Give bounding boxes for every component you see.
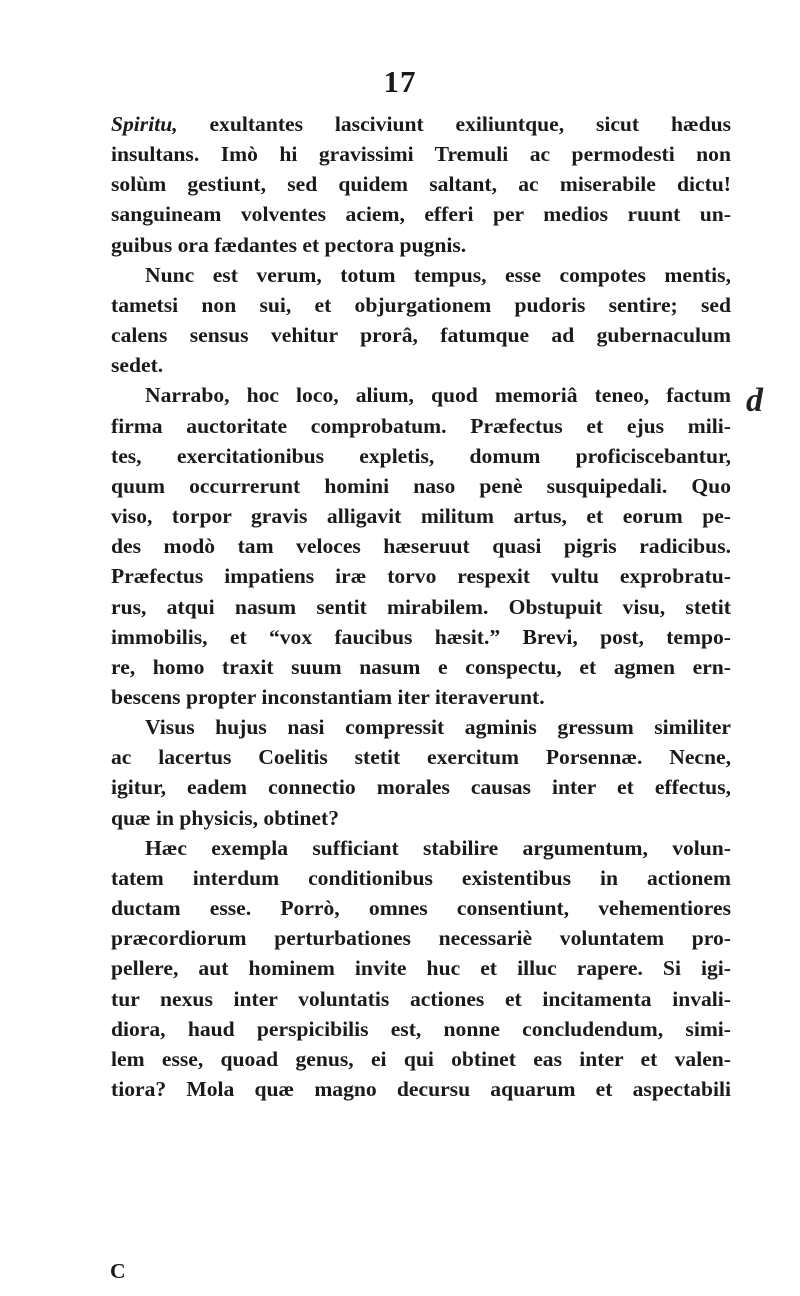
text-line: immobilis, et “vox faucibus hæsit.” Brevi, post, tempo-	[111, 624, 731, 649]
italic-word: Spiritu,	[111, 112, 178, 136]
margin-annotation: d	[746, 382, 763, 419]
text-line: pellere, aut hominem invite huc et illuc rapere. Si igi-	[111, 956, 731, 981]
text-line: re, homo traxit suum nasum e conspectu, et agmen ern-	[111, 654, 731, 679]
text-line: Hæc exempla sufficiant stabilire argumentum, volun-	[145, 835, 731, 860]
text-line: guibus ora fædantes et pectora pugnis.	[111, 232, 467, 257]
page-number: 17	[383, 64, 417, 99]
text-line: firma auctoritate comprobatum. Præfectus et ejus mili-	[111, 413, 731, 438]
text-line: quum occurrerunt homini naso penè susquipedali. Quo	[111, 473, 731, 498]
text-line: Nunc est verum, totum tempus, esse compotes mentis,	[145, 262, 731, 287]
text-line: Præfectus impatiens iræ torvo respexit vultu exprobratu-	[111, 564, 731, 589]
text-line: igitur, eadem connectio morales causas inter et effectus,	[111, 775, 731, 800]
text-line: sedet.	[111, 353, 164, 378]
text-line: tatem interdum conditionibus existentibus in actionem	[111, 865, 731, 890]
text-line: præcordiorum perturbationes necessariè voluntatem pro-	[111, 926, 731, 951]
text-line: sanguineam volventes aciem, efferi per medios ruunt un-	[111, 202, 731, 227]
text-line: ac lacertus Coelitis stetit exercitum Porsennæ. Necne,	[111, 745, 731, 770]
text-line: viso, torpor gravis alligavit militum artus, et eorum pe-	[111, 504, 731, 529]
text-line: quæ in physicis, obtinet?	[111, 805, 339, 830]
text-line: diora, haud perspicibilis est, nonne concludendum, simi-	[111, 1016, 731, 1041]
text-line: insultans. Imò hi gravissimi Tremuli ac permodesti non	[111, 142, 731, 167]
signature-mark: C	[110, 1259, 126, 1283]
text-line: rus, atqui nasum sentit mirabilem. Obstupuit visu, stetit	[111, 594, 731, 619]
text-line: tes, exercitationibus expletis, domum proficiscebantur,	[111, 443, 731, 468]
text-line: Spiritu, exultantes lasciviunt exiliuntque, sicut hædus	[111, 112, 731, 136]
text-line: Narrabo, hoc loco, alium, quod memoriâ teneo, factum	[145, 383, 731, 408]
text-line: Visus hujus nasi compressit agminis gressum similiter	[145, 715, 731, 740]
text-line: lem esse, quoad genus, ei qui obtinet eas inter et valen-	[111, 1046, 731, 1071]
text-line: ductam esse. Porrò, omnes consentiunt, vehementiores	[111, 896, 731, 921]
text-line: calens sensus vehitur prorâ, fatumque ad gubernaculum	[111, 323, 731, 348]
text-line: bescens propter inconstantiam iter iteraverunt.	[111, 684, 545, 709]
text-line: solùm gestiunt, sed quidem saltant, ac miserabile dictu!	[111, 172, 731, 197]
text-line: tur nexus inter voluntatis actiones et incitamenta invali-	[111, 986, 731, 1011]
text-line: tametsi non sui, et objurgationem pudoris sentire; sed	[111, 292, 731, 317]
body-text	[111, 109, 731, 1104]
text-line: des modò tam veloces hæseruut quasi pigris radicibus.	[111, 534, 731, 559]
text-line: tiora? Mola quæ magno decursu aquarum et aspectabili	[111, 1077, 731, 1101]
